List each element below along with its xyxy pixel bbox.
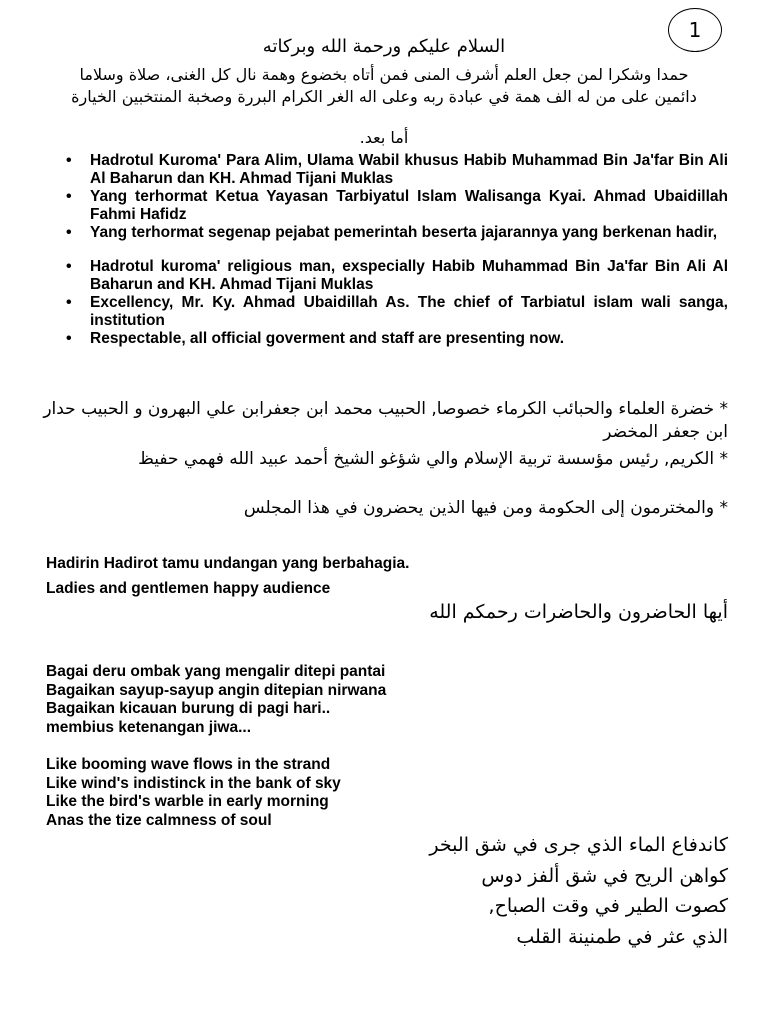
greeting-en-3: • Respectable, all official goverment and staff are presenting now.: [46, 330, 728, 348]
poem-en-line: Like booming wave flows in the strand: [46, 756, 331, 773]
greeting-en-1: • Hadrotul kuroma' religious man, exspecially Habib Muhammad Bin Ja'far Bin Ali Al Baharun and KH. Ahmad Tijani Muklas: [46, 258, 728, 294]
poem-en-line: Like wind's indistinck in the bank of sky: [46, 774, 341, 792]
poem-english: [46, 756, 341, 830]
poem-en-line: Anas the tize calmness of soul: [46, 811, 272, 829]
greeting-ar-1: * خضرة العلماء والحبائب الكرماء خصوصا, الحبيب محمد ابن جعفرابن علي البهرون و الحبيب حدار ابن جعفر المخضر: [43, 399, 728, 442]
poem-indonesian: [46, 663, 386, 737]
poem-id-line: Bagaikan kicauan burung di pagi hari..: [46, 700, 331, 717]
greeting-en-2: • Excellency, Mr. Ky. Ahmad Ubaidillah As. The chief of Tarbiatul islam wali sanga, institution: [46, 294, 728, 330]
greetings-list: [46, 152, 728, 348]
audience-en: Ladies and gentlemen happy audience: [46, 580, 331, 597]
greeting-id-1: • Hadrotul Kuroma' Para Alim, Ulama Wabil khusus Habib Muhammad Bin Ja'far Bin Ali Al Baharun dan KH. Ahmad Tijani Muklas: [46, 152, 728, 188]
poem-id-line: Bagaikan sayup-sayup angin ditepian nirwana: [46, 681, 387, 699]
poem-ar-line: الذي عثر في طمنينة القلب: [516, 925, 728, 948]
poem-id-line: Bagai deru ombak yang mengalir ditepi pantai: [46, 663, 386, 680]
poem-ar-line: كاندفاع الماء الذي جرى في شق البخر: [429, 834, 728, 856]
poem-id-line: membius ketenangan jiwa...: [46, 718, 252, 736]
greeting-ar-2: * الكريم, رئيس مؤسسة تربية الإسلام والي شؤغو الشيخ أحمد عبيد الله فهمي حفيظ: [138, 449, 728, 469]
page-number: 1: [688, 18, 702, 42]
poem-arabic: [128, 830, 728, 952]
salam-heading: السلام عليكم ورحمة الله وبركاته: [262, 36, 506, 57]
audience-ar: أيها الحاضرون والحاضرات رحمكم الله: [429, 601, 728, 623]
greeting-id-3: • Yang terhormat segenap pejabat pemerintah beserta jajarannya yang berkenan hadir,: [46, 224, 728, 242]
amma-bad: أما بعد.: [359, 128, 409, 147]
greeting-ar-3: * والمخترمون إلى الحكومة ومن فيها الذين يحضرون في هذا المجلس: [243, 498, 728, 518]
poem-ar-line: كواهن الريح في شق ألفز دوس: [481, 864, 728, 887]
poem-en-line: Like the bird's warble in early morning: [46, 793, 329, 810]
audience-id: Hadirin Hadirot tamu undangan yang berbahagia.: [46, 555, 410, 572]
hamdalah-paragraph: حمدا وشكرا لمن جعل العلم أشرف المنى فمن أتاه بخضوع وهمة نال كل الغنى، صلاة وسلاما دائمين على من له الف همة في عبادة ربه وعلى اله الغر الكرام البررة وصخبة المنتخبين الخيارة: [71, 65, 697, 106]
greeting-id-2: • Yang terhormat Ketua Yayasan Tarbiyatul Islam Walisanga Kyai. Ahmad Ubaidillah Fahmi Hafidz: [46, 188, 728, 224]
poem-ar-line: كصوت الطير في وقت الصباح,: [488, 895, 728, 917]
